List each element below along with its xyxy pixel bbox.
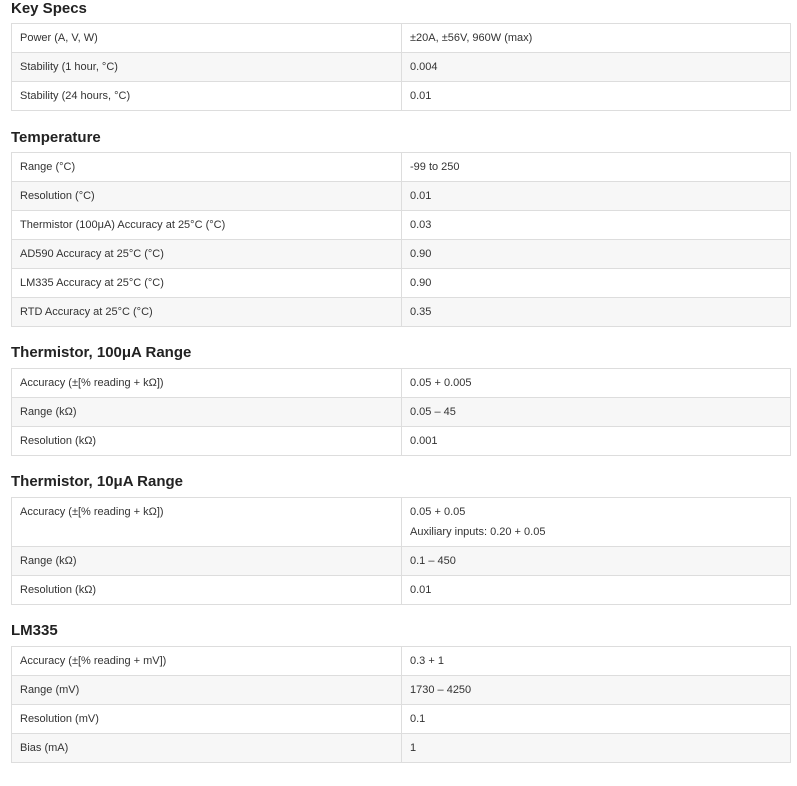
spec-label: Power (A, V, W) xyxy=(12,24,402,53)
spec-label: RTD Accuracy at 25°C (°C) xyxy=(12,298,402,327)
section-title-lm335: LM335 xyxy=(11,622,58,639)
spec-label: Bias (mA) xyxy=(12,734,402,763)
spec-label: Resolution (mV) xyxy=(12,705,402,734)
spec-value: 0.01 xyxy=(402,576,791,605)
spec-label: Accuracy (±[% reading + kΩ]) xyxy=(12,369,402,398)
spec-label: Accuracy (±[% reading + kΩ]) xyxy=(12,498,402,547)
spec-label: Accuracy (±[% reading + mV]) xyxy=(12,647,402,676)
spec-value-cell xyxy=(402,498,791,547)
table-row xyxy=(12,427,791,456)
table-row xyxy=(12,153,791,182)
table-row xyxy=(12,647,791,676)
section-title-thermistor-100ua: Thermistor, 100μA Range xyxy=(11,344,192,361)
table-row xyxy=(12,269,791,298)
spec-value: 0.001 xyxy=(402,427,791,456)
spec-value: 0.90 xyxy=(402,269,791,298)
spec-value: 0.1 xyxy=(402,705,791,734)
spec-label: Resolution (kΩ) xyxy=(12,427,402,456)
spec-label: AD590 Accuracy at 25°C (°C) xyxy=(12,240,402,269)
spec-value: 0.05 + 0.05 xyxy=(410,506,466,518)
spec-value: 0.004 xyxy=(402,53,791,82)
table-row xyxy=(12,53,791,82)
spec-label: Range (kΩ) xyxy=(12,398,402,427)
table-row xyxy=(12,734,791,763)
spec-table-thermistor-100ua xyxy=(11,368,791,456)
spec-label: Range (mV) xyxy=(12,676,402,705)
table-row xyxy=(12,398,791,427)
spec-label: Resolution (°C) xyxy=(12,182,402,211)
table-row xyxy=(12,240,791,269)
spec-label: Stability (1 hour, °C) xyxy=(12,53,402,82)
spec-value: 0.01 xyxy=(402,182,791,211)
spec-value: 0.05 + 0.005 xyxy=(402,369,791,398)
spec-value: 0.03 xyxy=(402,211,791,240)
spec-value: 0.35 xyxy=(402,298,791,327)
spec-table-temperature xyxy=(11,152,791,327)
table-row xyxy=(12,298,791,327)
spec-label: Range (kΩ) xyxy=(12,547,402,576)
spec-table-key-specs xyxy=(11,23,791,111)
table-row xyxy=(12,24,791,53)
spec-label: Thermistor (100μA) Accuracy at 25°C (°C) xyxy=(12,211,402,240)
spec-value: -99 to 250 xyxy=(402,153,791,182)
spec-value: 0.05 – 45 xyxy=(402,398,791,427)
table-row xyxy=(12,576,791,605)
spec-label: Stability (24 hours, °C) xyxy=(12,82,402,111)
spec-value: ±20A, ±56V, 960W (max) xyxy=(402,24,791,53)
spec-label: LM335 Accuracy at 25°C (°C) xyxy=(12,269,402,298)
spec-value: 1 xyxy=(402,734,791,763)
table-row xyxy=(12,369,791,398)
table-row xyxy=(12,498,791,547)
table-row xyxy=(12,211,791,240)
spec-label: Range (°C) xyxy=(12,153,402,182)
spec-value: 1730 – 4250 xyxy=(402,676,791,705)
table-row xyxy=(12,676,791,705)
spec-value-auxiliary: Auxiliary inputs: 0.20 + 0.05 xyxy=(410,526,546,538)
section-title-temperature: Temperature xyxy=(11,129,101,146)
section-title-thermistor-10ua: Thermistor, 10μA Range xyxy=(11,473,184,490)
spec-table-thermistor-10ua xyxy=(11,497,791,605)
spec-value: 0.90 xyxy=(402,240,791,269)
spec-value: 0.3 + 1 xyxy=(402,647,791,676)
spec-value: 0.1 – 450 xyxy=(402,547,791,576)
spec-table-lm335 xyxy=(11,646,791,763)
spec-label: Resolution (kΩ) xyxy=(12,576,402,605)
table-row xyxy=(12,705,791,734)
table-row xyxy=(12,547,791,576)
table-row xyxy=(12,182,791,211)
spec-value: 0.01 xyxy=(402,82,791,111)
table-row xyxy=(12,82,791,111)
section-title-key-specs: Key Specs xyxy=(11,0,87,17)
